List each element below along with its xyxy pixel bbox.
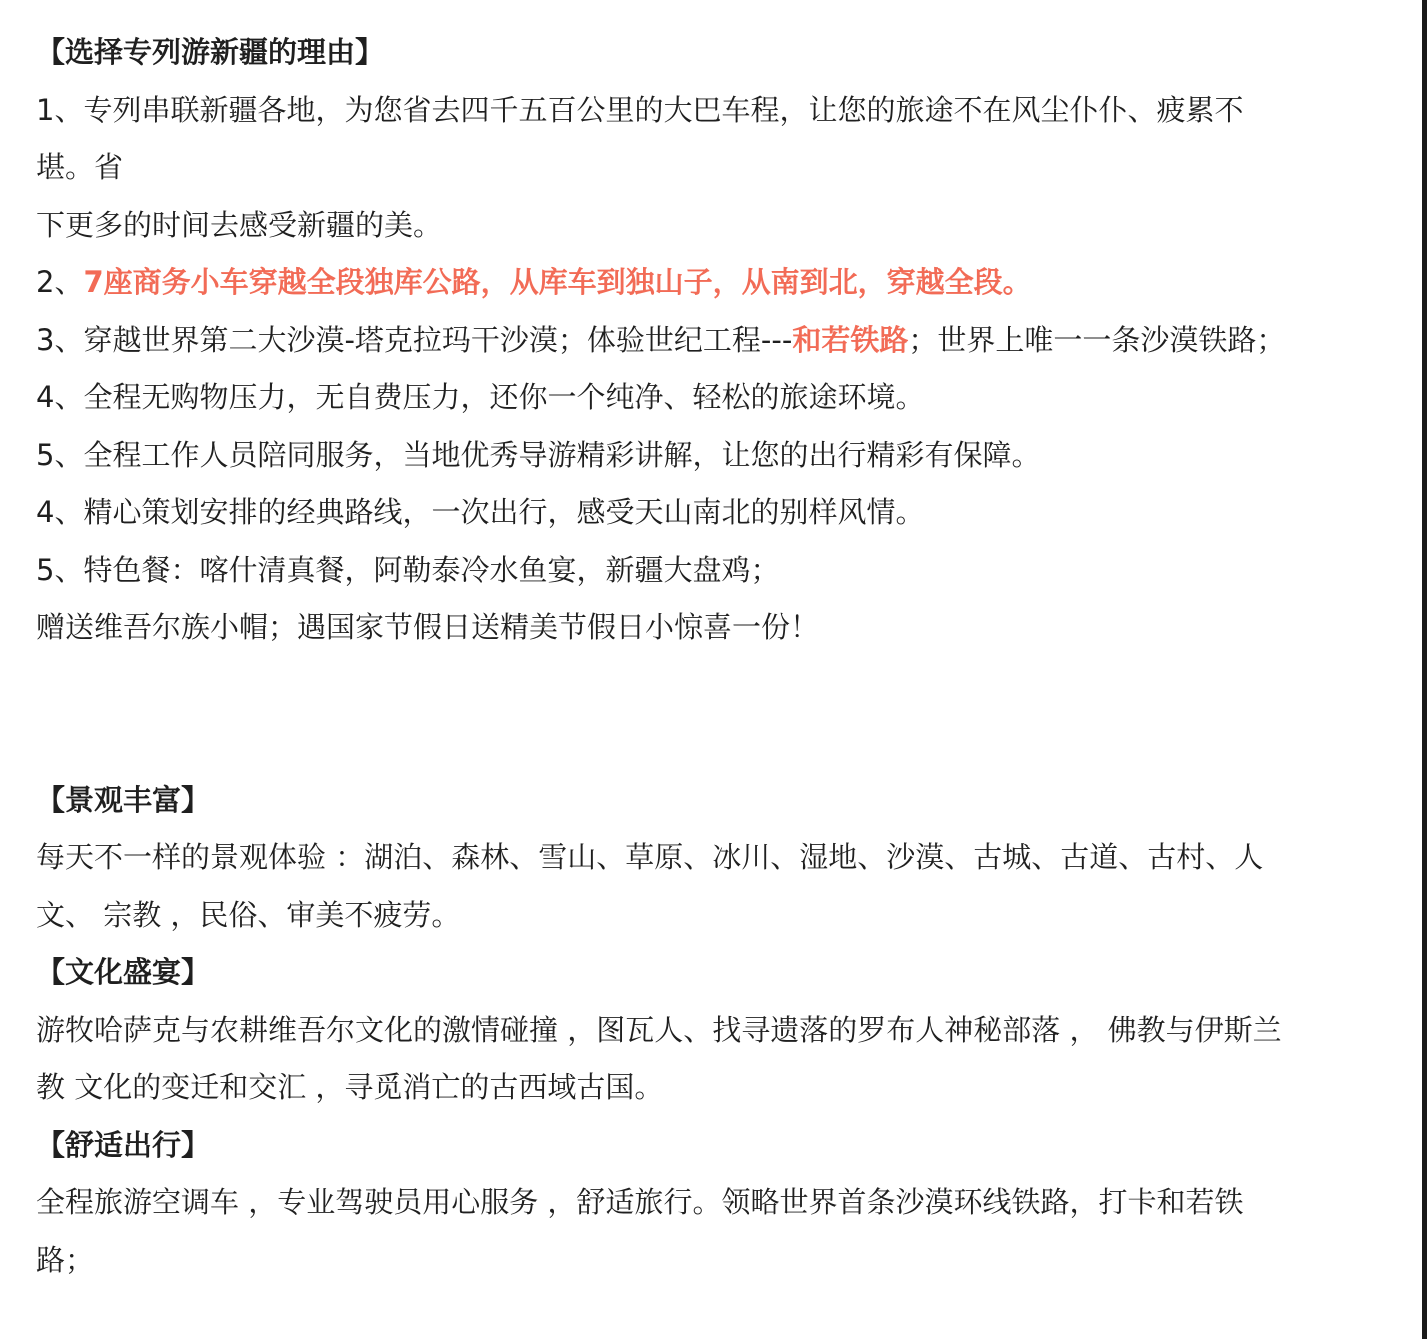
culture-line-2: 教 文化的变迁和交汇 ，寻觅消亡的古西域古国。	[36, 1070, 664, 1104]
reason-3-highlight: 和若铁路	[792, 322, 909, 357]
reason-1-line-3: 下更多的时间去感受新疆的美。	[36, 207, 443, 242]
scenery-line-1: 每天不一样的景观体验 ：湖泊、森林、雪山、草原、冰川、湿地、沙漠、古城、古道、古村、人	[36, 840, 1264, 874]
section-culture-title: 【文化盛宴】	[36, 955, 211, 989]
gift-note: 赠送维吾尔族小帽；遇国家节假日送精美节假日小惊喜一份！	[36, 610, 820, 644]
comfort-line-1: 全程旅游空调车 ，专业驾驶员用心服务 ，舒适旅行。领略世界首条沙漠环线铁路，打卡和若铁	[36, 1185, 1244, 1219]
comfort-line-2: 路；	[36, 1242, 95, 1277]
article-content	[36, 24, 1376, 1289]
reason-3-prefix: 3、穿越世界第二大沙漠-塔克拉玛干沙漠；体验世纪工程---	[36, 322, 793, 357]
reason-4: 4、全程无购物压力，无自费压力，还你一个纯净、轻松的旅途环境。	[36, 380, 925, 414]
section-spacer	[36, 657, 1376, 772]
reason-1-line-2: 堪。省	[36, 150, 124, 184]
reason-2	[36, 254, 1376, 312]
scenery-line-2: 文、 宗教 ，民俗、审美不疲劳。	[36, 897, 461, 932]
page-right-border	[1422, 0, 1427, 1339]
reason-2-prefix: 2、	[36, 265, 84, 299]
reason-3-suffix: ；世界上唯一一条沙漠铁路；	[908, 322, 1286, 357]
reason-1-line-1: 1、专列串联新疆各地，为您省去四千五百公里的大巴车程，让您的旅途不在风尘仆仆、疲累不	[36, 92, 1244, 127]
reason-5b: 5、特色餐：喀什清真餐，阿勒泰冷水鱼宴，新疆大盘鸡；	[36, 552, 780, 587]
section-scenery-title: 【景观丰富】	[36, 782, 211, 817]
section-comfort-title: 【舒适出行】	[36, 1127, 211, 1162]
reason-3	[36, 312, 1376, 370]
reason-5: 5、全程工作人员陪同服务，当地优秀导游精彩讲解，让您的出行精彩有保障。	[36, 437, 1041, 472]
section-reasons-title: 【选择专列游新疆的理由】	[36, 35, 385, 69]
reason-4b: 4、精心策划安排的经典路线，一次出行，感受天山南北的别样风情。	[36, 495, 925, 529]
reason-2-highlight: 7座商务小车穿越全段独库公路，从库车到独山子，从南到北，穿越全段。	[83, 265, 1032, 299]
culture-line-1: 游牧哈萨克与农耕维吾尔文化的激情碰撞 ，图瓦人、找寻遗落的罗布人神秘部落 ， 佛教与伊斯兰	[36, 1012, 1282, 1047]
